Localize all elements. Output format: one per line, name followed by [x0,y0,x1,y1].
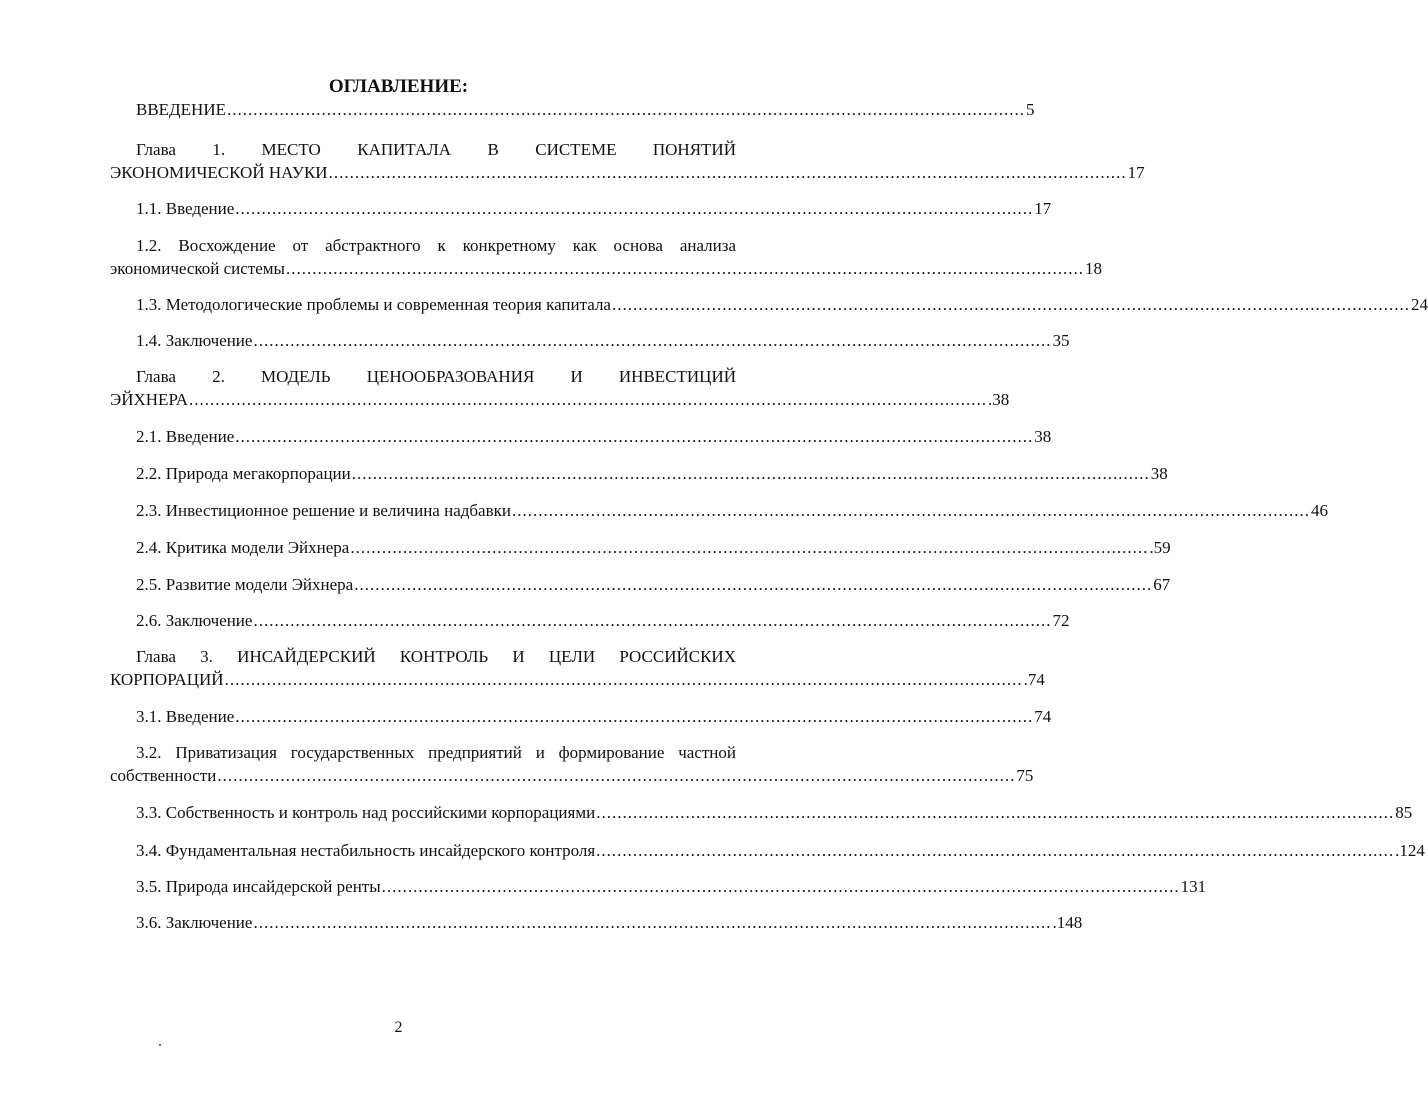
leader-dots: ........................................................................................................................................................ [235,707,1034,726]
toc-entry-3-4 [136,841,1425,861]
toc-entry-2-5 [136,575,1171,595]
toc-entry-label: 2.5. Развитие модели Эйхнера [136,575,354,594]
toc-entry-2-2 [136,464,1168,484]
toc-entry-chapter-2 [110,390,1010,410]
toc-entry-label: экономической системы [110,259,285,278]
toc-entry-chapter-2-heading: Глава 2. МОДЕЛЬ ЦЕНООБРАЗОВАНИЯ И ИНВЕСТИЦИЙ [136,367,736,386]
toc-entry-page: 35 [1052,331,1070,350]
toc-entry-2-3 [136,501,1328,521]
toc-entry-label: 2.1. Введение [136,427,235,446]
toc-entry-3-5 [136,877,1207,897]
toc-entry-label: 1.4. Заключение [136,331,253,350]
toc-title: ОГЛАВЛЕНИЕ: [328,76,469,97]
toc-entry-label: ВВЕДЕНИЕ [136,100,226,119]
toc-entry-chapter-1 [110,163,1145,183]
leader-dots: ........................................................................................................................................................ [350,538,1149,557]
toc-entry-3-6 [136,913,1083,933]
toc-entry-1-3 [136,295,1428,315]
toc-entry-3-3 [136,803,1413,823]
toc-entry-page: 5 [1025,100,1035,119]
toc-entry-label: ЭКОНОМИЧЕСКОЙ НАУКИ [110,163,328,182]
leader-dots: ........................................................................................................................................................ [511,501,1310,520]
toc-entry-2-4 [136,538,1171,558]
toc-entry-page: .59 [1149,538,1171,557]
toc-entry-page: 38 [1150,464,1168,483]
toc-entry-label: 2.3. Инвестиционное решение и величина надбавки [136,501,511,520]
leader-dots: ........................................................................................................................................................ [381,877,1180,896]
toc-entry-chapter-3-heading: Глава 3. ИНСАЙДЕРСКИЙ КОНТРОЛЬ И ЦЕЛИ РОССИЙСКИХ [136,647,736,666]
toc-entry-label: 3.1. Введение [136,707,235,726]
toc-entry-label: 2.2. Природа мегакорпорации [136,464,351,483]
toc-entry-label: 2.4. Критика модели Эйхнера [136,538,350,557]
toc-entry-2-6 [136,611,1070,631]
leader-dots: ........................................................................................................................................................ [217,766,1016,785]
toc-entry-1-2-heading: 1.2. Восхождение от абстрактного к конкретному как основа анализа [136,236,736,255]
toc-entry-label: собственности [110,766,217,785]
leader-dots: ........................................................................................................................................................ [253,331,1052,350]
toc-entry-label: 3.6. Заключение [136,913,253,932]
toc-entry-label: 1.1. Введение [136,199,235,218]
leader-dots: ........................................................................................................................................................ [596,803,1395,822]
toc-entry-3-1 [136,707,1052,727]
toc-entry-page: .74 [1023,670,1045,689]
toc-entry-page: 38 [1034,427,1052,446]
toc-entry-page: .148 [1052,913,1083,932]
toc-entry-3-2 [110,766,1034,786]
leader-dots: ........................................................................................................................................................ [226,100,1025,119]
leader-dots: ........................................................................................................................................................ [235,199,1034,218]
toc-entry-page: 17 [1127,163,1145,182]
leader-dots: ........................................................................................................................................................ [351,464,1150,483]
leader-dots: ........................................................................................................................................................ [253,913,1052,932]
toc-entry-label: 3.4. Фундаментальная нестабильность инсайдерского контроля [136,841,596,860]
toc-entry-label: ЭЙХНЕРА [110,390,188,409]
leader-dots: ........................................................................................................................................................ [224,670,1023,689]
toc-entry-page: 85 [1395,803,1413,822]
toc-entry-page: .38 [988,390,1010,409]
toc-entry-label: 3.5. Природа инсайдерской ренты [136,877,381,896]
toc-entry-page: 46 [1310,501,1328,520]
toc-entry-3-2-heading: 3.2. Приватизация государственных предприятий и формирование частной [136,743,736,762]
leader-dots: ........................................................................................................................................................ [235,427,1034,446]
toc-entry-page: 75 [1016,766,1034,785]
toc-entry-introduction [136,100,1035,120]
scan-speck [159,1044,161,1046]
toc-entry-page: 24 [1410,295,1428,314]
page-number: 2 [394,1019,403,1036]
leader-dots: ........................................................................................................................................................ [354,575,1153,594]
toc-entry-1-1 [136,199,1052,219]
leader-dots: ........................................................................................................................................................ [253,611,1052,630]
toc-entry-page: 67 [1153,575,1171,594]
toc-entry-label: 3.3. Собственность и контроль над российскими корпорациями [136,803,596,822]
toc-entry-1-2 [110,259,1102,279]
toc-entry-page: 131 [1180,877,1207,896]
toc-entry-page: 74 [1034,707,1052,726]
toc-entry-chapter-1-heading: Глава 1. МЕСТО КАПИТАЛА В СИСТЕМЕ ПОНЯТИЙ [136,140,736,159]
leader-dots: ........................................................................................................................................................ [596,841,1395,860]
leader-dots: ........................................................................................................................................................ [189,390,987,409]
toc-entry-chapter-3 [110,670,1045,690]
toc-entry-page: .124 [1395,841,1425,860]
leader-dots: ........................................................................................................................................................ [328,163,1127,182]
toc-entry-label: 1.3. Методологические проблемы и современная теория капитала [136,295,611,314]
leader-dots: ........................................................................................................................................................ [611,295,1410,314]
toc-entry-label: 2.6. Заключение [136,611,253,630]
toc-entry-page: 17 [1034,199,1052,218]
leader-dots: ........................................................................................................................................................ [285,259,1084,278]
toc-entry-page: 72 [1052,611,1070,630]
toc-entry-label: КОРПОРАЦИЙ [110,670,224,689]
toc-entry-page: 18 [1084,259,1102,278]
toc-entry-2-1 [136,427,1052,447]
toc-entry-1-4 [136,331,1070,351]
